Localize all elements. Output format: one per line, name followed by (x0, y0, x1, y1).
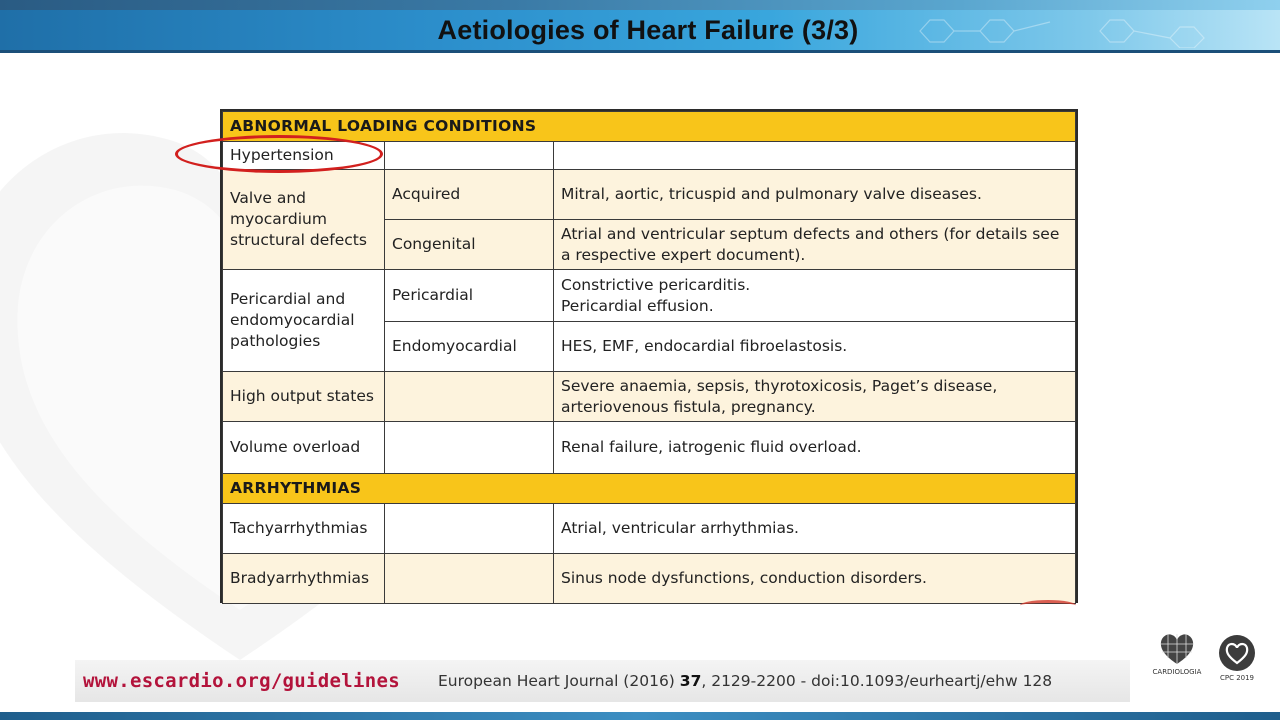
bottom-banner-strip (0, 712, 1280, 720)
section-header-abnormal-loading: ABNORMAL LOADING CONDITIONS (223, 112, 1076, 142)
spc-logo (1150, 632, 1204, 692)
subtype-cell (385, 422, 554, 474)
details-cell: Sinus node dysfunctions, conduction disorders. (554, 554, 1076, 604)
table-row (223, 554, 1076, 604)
details-line: Pericardial effusion. (561, 296, 714, 315)
cause-cell: Volume overload (223, 422, 385, 474)
cause-cell: Bradyarrhythmias (223, 554, 385, 604)
hypertension-highlight-ellipse (175, 135, 383, 173)
table-row (223, 270, 1076, 322)
reference-prefix: European Heart Journal (2016) (437, 672, 680, 690)
details-cell (554, 270, 1076, 322)
table-row (223, 372, 1076, 422)
table-row (223, 504, 1076, 554)
details-cell: Mitral, aortic, tricuspid and pulmonary valve diseases. (554, 170, 1076, 220)
reference-volume: 37 (679, 672, 702, 690)
cause-cell: Hypertension (223, 142, 385, 170)
reference-suffix: , 2129-2200 - doi:10.1093/eurheartj/ehw 128 (701, 672, 1053, 690)
cpc-logo-caption: CPC 2019 (1219, 674, 1255, 682)
subtype-cell: Acquired (385, 170, 554, 220)
journal-reference (438, 672, 1052, 690)
table-row (223, 170, 1076, 220)
cpc-logo (1212, 634, 1262, 694)
details-cell (554, 142, 1076, 170)
subtype-cell (385, 372, 554, 422)
guidelines-link[interactable]: www.escardio.org/guidelines (83, 670, 400, 692)
footer-bar (75, 660, 1130, 702)
details-cell: Renal failure, iatrogenic fluid overload. (554, 422, 1076, 474)
cause-cell: High output states (223, 372, 385, 422)
subtype-cell (385, 554, 554, 604)
details-cell: HES, EMF, endocardial fibroelastosis. (554, 322, 1076, 372)
section-header-row (223, 474, 1076, 504)
details-cell: Severe anaemia, sepsis, thyrotoxicosis, Paget’s disease, arteriovenous fistula, pregnancy. (554, 372, 1076, 422)
aetiologies-table (220, 109, 1078, 603)
heart-grid-icon (1159, 632, 1195, 666)
cause-cell: Tachyarrhythmias (223, 504, 385, 554)
subtype-cell (385, 142, 554, 170)
section-header-arrhythmias: ARRHYTHMIAS (223, 474, 1076, 504)
banner-top-strip (0, 0, 1280, 10)
subtype-cell: Pericardial (385, 270, 554, 322)
subtype-cell (385, 504, 554, 554)
table-row (223, 422, 1076, 474)
spc-logo-caption: CARDIOLOGIA (1152, 668, 1202, 676)
details-cell: Atrial, ventricular arrhythmias. (554, 504, 1076, 554)
details-line: Constrictive pericarditis. (561, 275, 751, 294)
subtype-cell: Congenital (385, 220, 554, 270)
subtype-cell: Endomyocardial (385, 322, 554, 372)
slide-title: Aetiologies of Heart Failure (3/3) (437, 14, 859, 45)
esc-logo-fragment-icon (1020, 600, 1076, 611)
title-banner (0, 10, 1280, 53)
cause-cell: Valve and myocardium structural defects (223, 170, 385, 270)
details-cell: Atrial and ventricular septum defects and others (for details see a respective expert document). (554, 220, 1076, 270)
section-header-row (223, 112, 1076, 142)
molecule-decoration-icon (900, 14, 1240, 48)
cause-cell: Pericardial and endomyocardial pathologies (223, 270, 385, 372)
cpc-heart-badge-icon (1218, 634, 1256, 672)
